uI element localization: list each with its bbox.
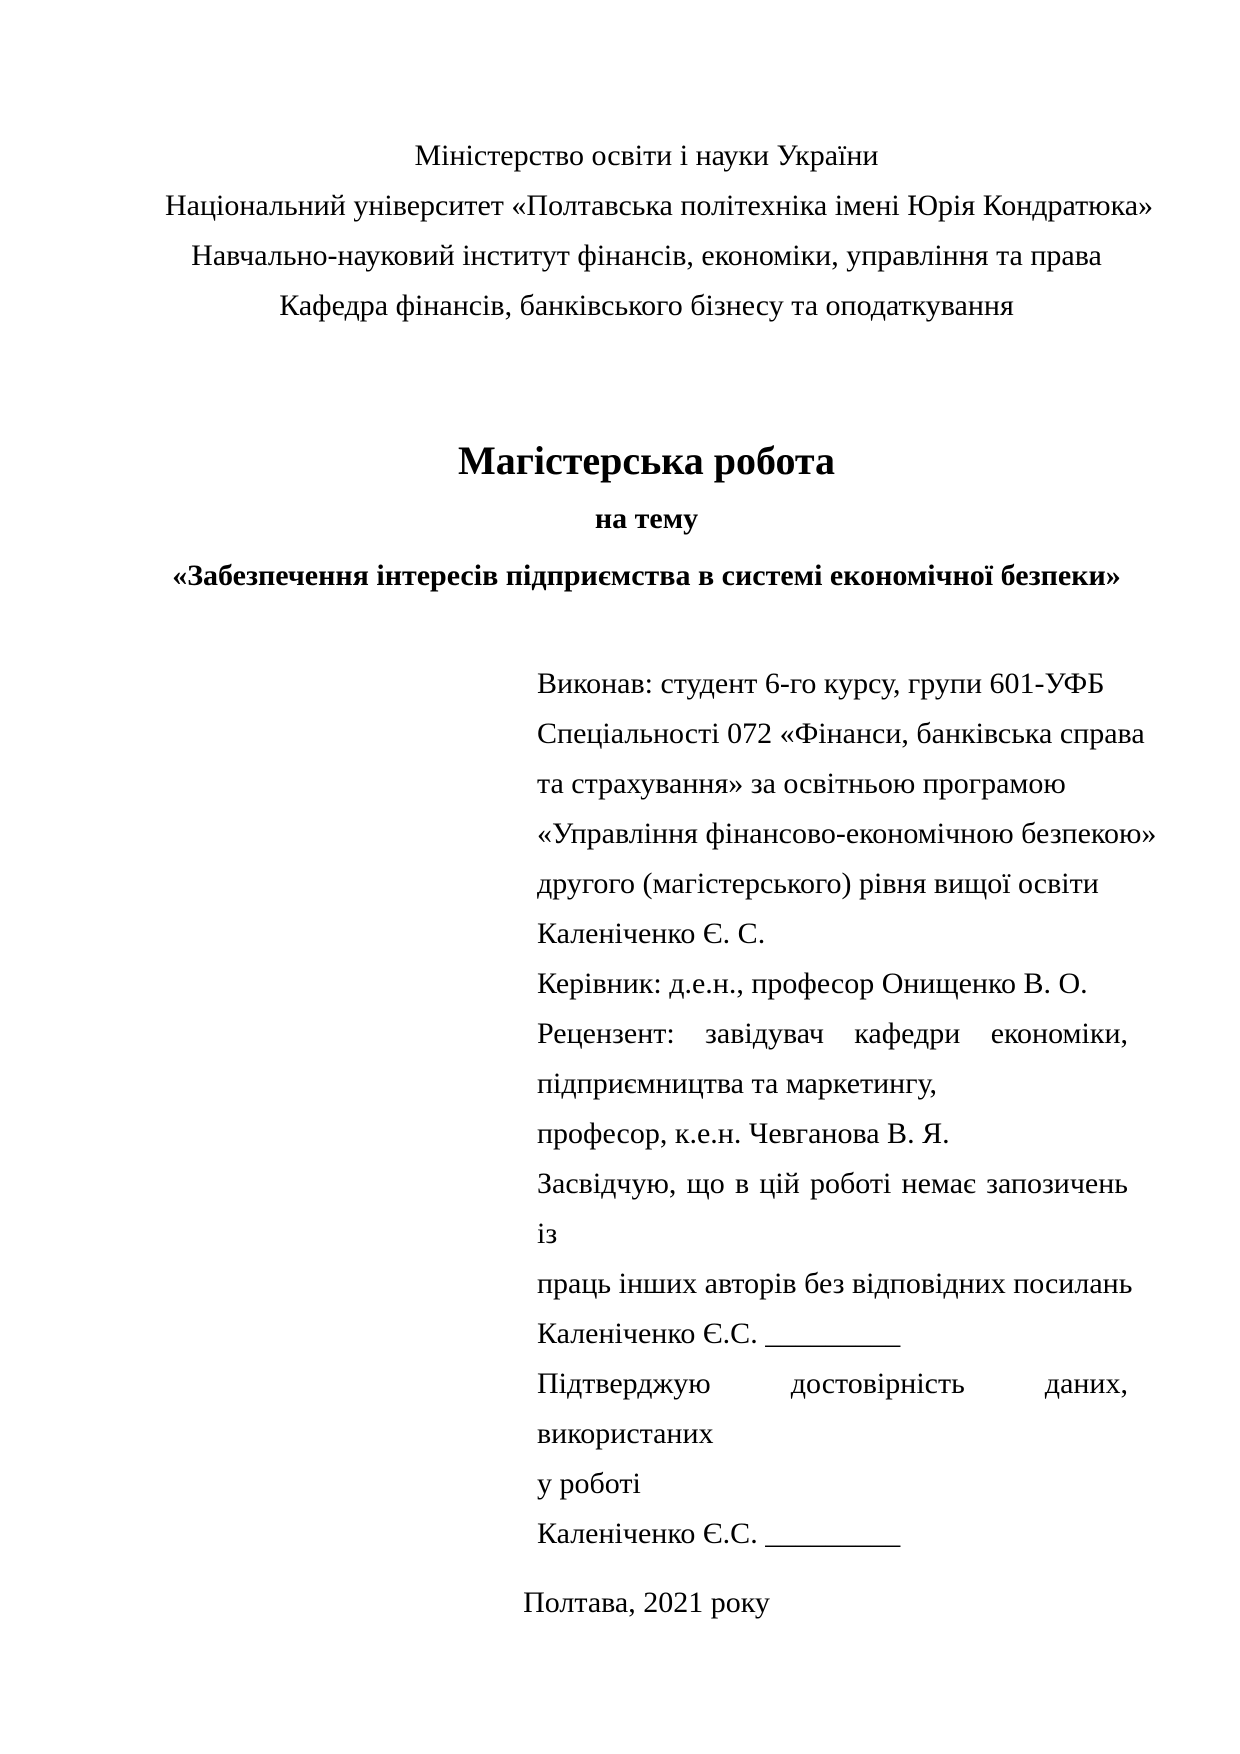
signature-line-1: Каленіченко Є.С. _________ bbox=[537, 1317, 901, 1350]
topic-label: на тему bbox=[594, 502, 699, 535]
specialty-line-1: Спеціальності 072 «Фінанси, банківська справа bbox=[537, 717, 1145, 750]
confirmation-line-2: у роботі bbox=[537, 1467, 641, 1500]
ministry-line: Міністерство освіти і науки України bbox=[414, 139, 879, 172]
page-content bbox=[165, 0, 1157, 1754]
thesis-topic: «Забезпечення інтересів підприємства в системі економічної безпеки» bbox=[172, 559, 1121, 592]
student-line: Виконав: студент 6-го курсу, групи 601-УФБ bbox=[537, 667, 1105, 700]
degree-level-line: другого (магістерського) рівня вищої освіти bbox=[537, 867, 1099, 900]
reviewer-line-1: Рецензент: завідувач кафедри економіки, bbox=[537, 1017, 1128, 1050]
page-title: Магістерська робота bbox=[457, 438, 836, 483]
university-line: Національний університет «Полтавська політехніка імені Юрія Кондратюка» bbox=[165, 189, 1154, 222]
institution-header bbox=[165, 131, 1154, 331]
city-year-line: Полтава, 2021 року bbox=[523, 1586, 770, 1619]
signature-line-2: Каленіченко Є.С. _________ bbox=[537, 1517, 901, 1550]
reviewer-line-2: підприємництва та маркетингу, bbox=[537, 1067, 938, 1100]
reviewer-line-3: професор, к.е.н. Чевганова В. Я. bbox=[537, 1117, 950, 1150]
department-line: Кафедра фінансів, банківського бізнесу та оподаткування bbox=[279, 289, 1014, 322]
program-line: «Управління фінансово-економічною безпекою» bbox=[537, 817, 1157, 850]
specialty-line-2: та страхування» за освітньою програмою bbox=[537, 767, 1066, 800]
declaration-line-1: Засвідчую, що в цій роботі немає запозичень із bbox=[537, 1167, 1128, 1250]
institute-line: Навчально-науковий інститут фінансів, економіки, управління та права bbox=[191, 239, 1102, 272]
declaration-line-2: праць інших авторів без відповідних посилань bbox=[537, 1267, 1133, 1300]
student-name-line: Каленіченко Є. С. bbox=[537, 917, 766, 950]
attribution-block bbox=[537, 659, 1157, 1559]
confirmation-line-1: Підтверджую достовірність даних, використаних bbox=[537, 1367, 1128, 1450]
supervisor-line: Керівник: д.е.н., професор Онищенко В. О. bbox=[537, 967, 1088, 1000]
